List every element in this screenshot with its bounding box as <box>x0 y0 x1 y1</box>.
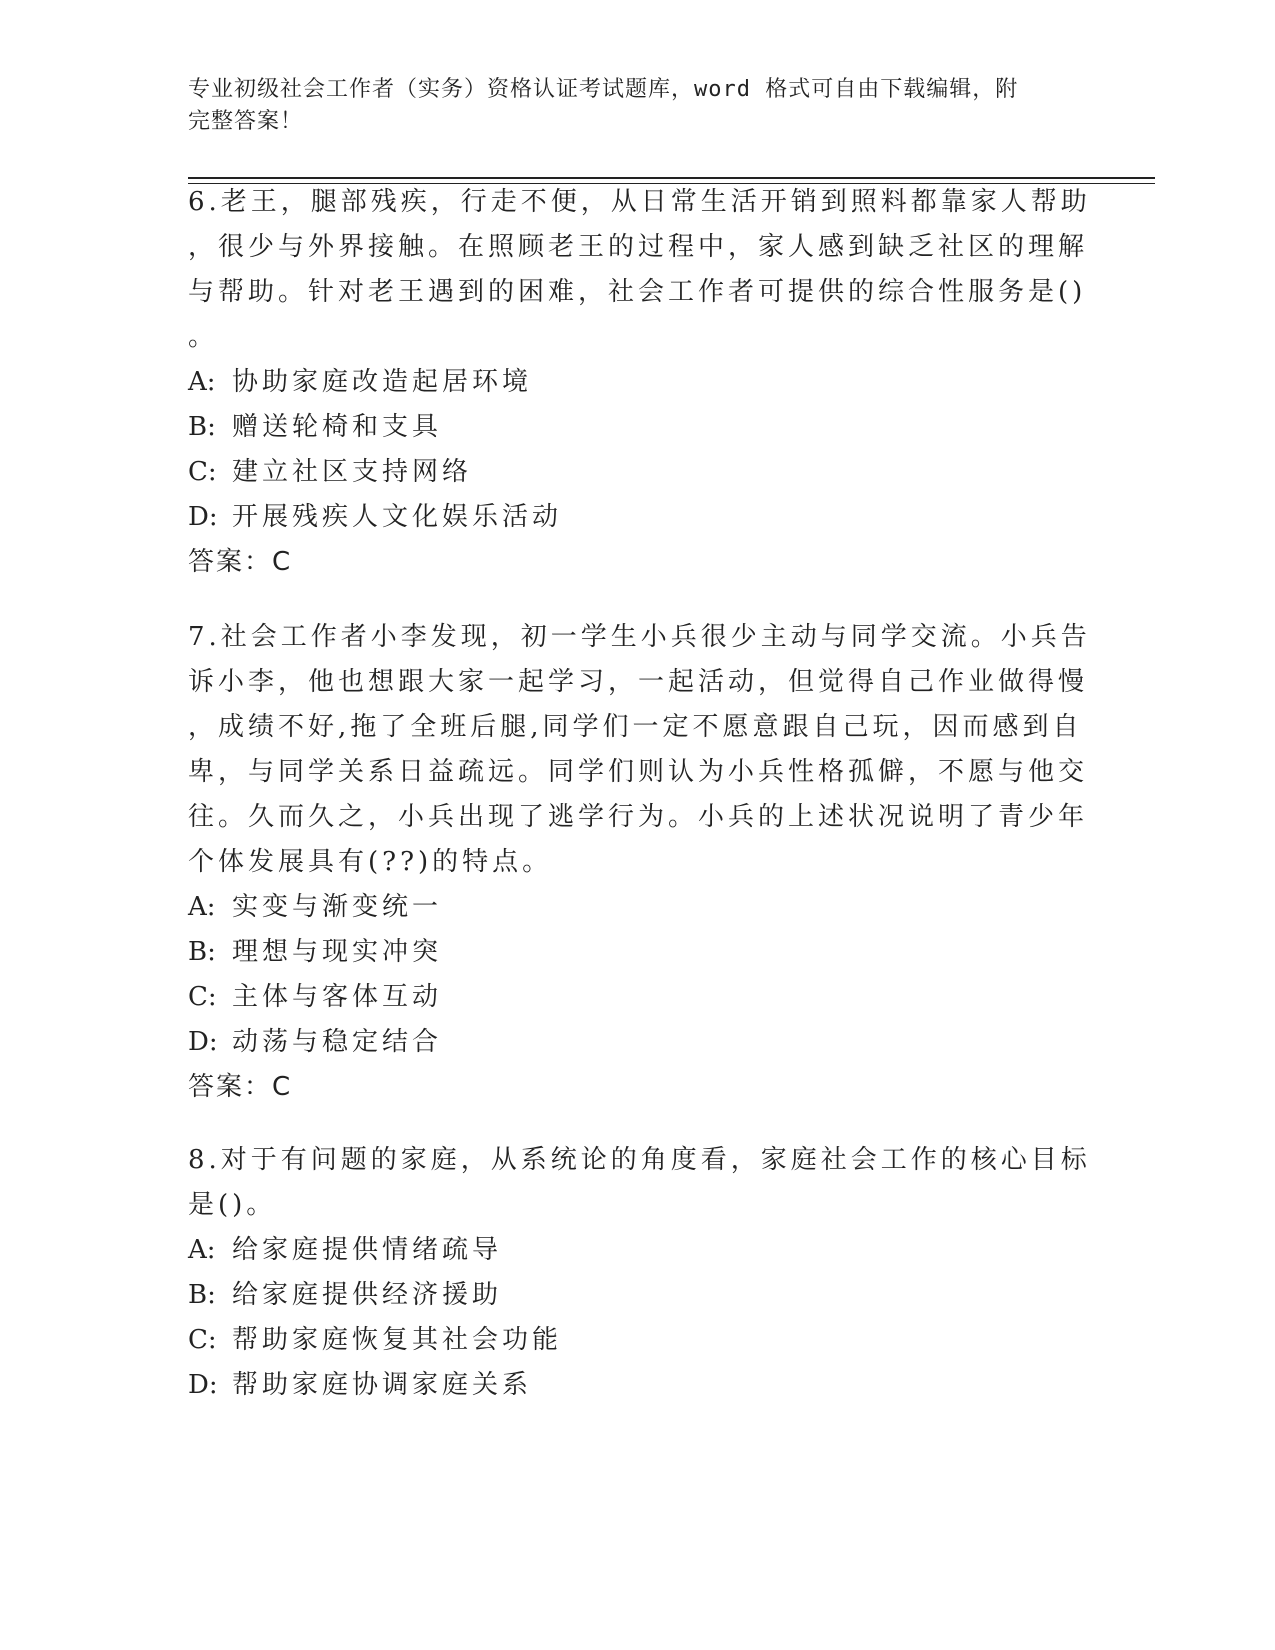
option-text: 实变与渐变统一 <box>232 892 443 922</box>
question-6 <box>188 180 1091 585</box>
option-b <box>188 930 1068 975</box>
option-letter: C: <box>188 1325 217 1355</box>
option-b <box>188 405 1068 450</box>
option-b <box>188 1273 1068 1318</box>
stem-line: 往。久而久之，小兵出现了逃学行为。小兵的上述状况说明了青少年 <box>188 802 1089 832</box>
option-letter: A: <box>188 367 216 397</box>
header-divider-thick <box>188 177 1155 179</box>
option-letter: D: <box>188 1370 218 1400</box>
stem-line: 个体发展具有(??)的特点。 <box>188 847 553 877</box>
option-letter: A: <box>188 1235 216 1265</box>
option-d <box>188 495 1068 540</box>
stem-line: 是()。 <box>188 1190 277 1220</box>
question-8 <box>188 1138 1091 1408</box>
option-text: 动荡与稳定结合 <box>232 1027 443 1057</box>
option-text: 给家庭提供经济援助 <box>232 1280 503 1310</box>
stem-line: 。 <box>188 322 219 352</box>
option-text: 协助家庭改造起居环境 <box>232 367 533 397</box>
option-text: 建立社区支持网络 <box>232 457 473 487</box>
document-header <box>188 74 1078 138</box>
question-stem <box>188 1138 1091 1228</box>
option-text: 帮助家庭恢复其社会功能 <box>232 1325 563 1355</box>
question-stem <box>188 180 1091 360</box>
stem-line: 诉小李，他也想跟大家一起学习，一起活动，但觉得自己作业做得慢 <box>188 667 1089 697</box>
stem-line: ，成绩不好,拖了全班后腿,同学们一定不愿意跟自己玩，因而感到自 <box>188 712 1083 742</box>
option-letter: A: <box>188 892 216 922</box>
answer-line: 答案：C <box>188 1072 293 1102</box>
option-text: 理想与现实冲突 <box>232 937 443 967</box>
option-letter: D: <box>188 1027 218 1057</box>
option-a <box>188 1228 1068 1273</box>
option-letter: B: <box>188 937 216 967</box>
header-line-1: 专业初级社会工作者（实务）资格认证考试题库，word 格式可自由下载编辑，附 <box>188 77 1019 102</box>
header-line-2: 完整答案！ <box>188 109 304 134</box>
stem-line: 8.对于有问题的家庭，从系统论的角度看，家庭社会工作的核心目标 <box>188 1145 1091 1175</box>
option-a <box>188 360 1068 405</box>
option-letter: B: <box>188 1280 216 1310</box>
option-text: 给家庭提供情绪疏导 <box>232 1235 503 1265</box>
option-text: 开展残疾人文化娱乐活动 <box>232 502 563 532</box>
option-text: 帮助家庭协调家庭关系 <box>232 1370 533 1400</box>
answer-line: 答案：C <box>188 547 293 577</box>
stem-line: 7.社会工作者小李发现，初一学生小兵很少主动与同学交流。小兵告 <box>188 622 1091 652</box>
stem-line: 卑，与同学关系日益疏远。同学们则认为小兵性格孤僻，不愿与他交 <box>188 757 1089 787</box>
option-letter: D: <box>188 502 218 532</box>
option-d <box>188 1363 1068 1408</box>
question-7 <box>188 615 1091 1110</box>
option-c <box>188 450 1068 495</box>
option-a <box>188 885 1068 930</box>
question-stem <box>188 615 1091 885</box>
option-c <box>188 1318 1068 1363</box>
option-text: 赠送轮椅和支具 <box>232 412 443 442</box>
option-c <box>188 975 1068 1020</box>
option-d <box>188 1020 1068 1065</box>
option-text: 主体与客体互动 <box>232 982 443 1012</box>
stem-line: 与帮助。针对老王遇到的困难，社会工作者可提供的综合性服务是() <box>188 277 1087 307</box>
stem-line: ，很少与外界接触。在照顾老王的过程中，家人感到缺乏社区的理解 <box>188 232 1089 262</box>
option-letter: C: <box>188 457 217 487</box>
option-letter: C: <box>188 982 217 1012</box>
option-letter: B: <box>188 412 216 442</box>
stem-line: 6.老王，腿部残疾，行走不便，从日常生活开销到照料都靠家人帮助 <box>188 187 1091 217</box>
